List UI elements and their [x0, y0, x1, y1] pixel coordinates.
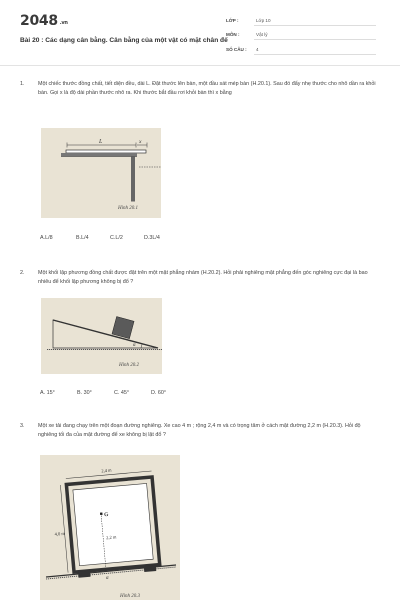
worksheet-page: 2048 .vn Bài 20 : Các dạng cân bằng. Cân bằng của một vật có mặt chân đế LỚP : Lớp 10 MÔN : Vật lý SỐ CÂU : 4 1. Một chiếc thước đồng chất, tiết diện đều, dài L. Đặt thước lên bàn, một đầu sát mép bàn (H.20.1). Sau đó đẩy nhẹ thước cho nhô dần ra khỏi bàn. Gọi x là độ dài phần thước nhô ra. Khi thước bắt đầu rơi khỏi bàn thì x bằng L x Hình 20.1 A.L/8 B.L/4 C.L/2 D.3L/4 2. Một khối lập phương đồng chất được đặt trên một mặt phẳng nhám (H.20.2). Hỏi phải nghiêng mặt phẳng đến góc nghiêng cực đại là bao nhiêu để khối lập phương không bị đổ ? α Hình 20.2 A. 15° B. 30° C. 45° D. 60° 3. Một xe tải đang chạy trên một đoạn đường nghiêng. Xe cao 4 m ; rộng 2,4 m và có trọng tâm ở cách mặt đường 2,2 m (H.20.3). Hỏi độ nghiêng tối đa của mặt đường để xe không bị lật đổ ? G 2,2 m 2,4 m 4,0 m α Hình 20.3	[0, 0, 400, 600]
label-2-2m: 2,2 m	[105, 534, 117, 541]
header-divider	[0, 65, 400, 66]
option-a[interactable]: A. 15°	[40, 390, 55, 396]
figure-20-1	[41, 128, 161, 218]
option-b[interactable]: B.L/4	[76, 235, 89, 241]
figure-20-2	[41, 298, 162, 374]
caption-20-3: Hình 20.3	[120, 594, 140, 599]
label-G: G	[103, 511, 109, 519]
option-a[interactable]: A.L/8	[40, 235, 53, 241]
figure-20-3	[40, 455, 180, 600]
option-c[interactable]: C.L/2	[110, 235, 123, 241]
label-2-4m: 2,4 m	[101, 467, 112, 474]
option-c[interactable]: C. 45°	[114, 390, 130, 396]
option-d[interactable]: D.3L/4	[144, 235, 160, 241]
caption-20-1: Hình 20.1	[118, 206, 138, 211]
caption-20-2: Hình 20.2	[119, 363, 139, 368]
option-b[interactable]: B. 30°	[77, 390, 92, 396]
label-alpha-3: α	[106, 576, 109, 581]
label-4-0m: 4,0 m	[54, 530, 66, 537]
option-d[interactable]: D. 60°	[151, 390, 167, 396]
label-L: L	[99, 139, 103, 145]
worksheet-header: 2048 .vn Bài 20 : Các dạng cân bằng. Cân bằng của một vật có mặt chân đế LỚP : Lớp 10 MÔN : Vật lý SỐ CÂU : 4	[0, 0, 400, 64]
label-alpha: α	[133, 343, 136, 348]
label-x: x	[139, 139, 142, 145]
lesson-title: Bài 20 : Các dạng cân bằng. Cân bằng của một vật có mặt chân đế	[20, 37, 228, 44]
site-logo[interactable]: 2048 .vn	[20, 13, 68, 29]
